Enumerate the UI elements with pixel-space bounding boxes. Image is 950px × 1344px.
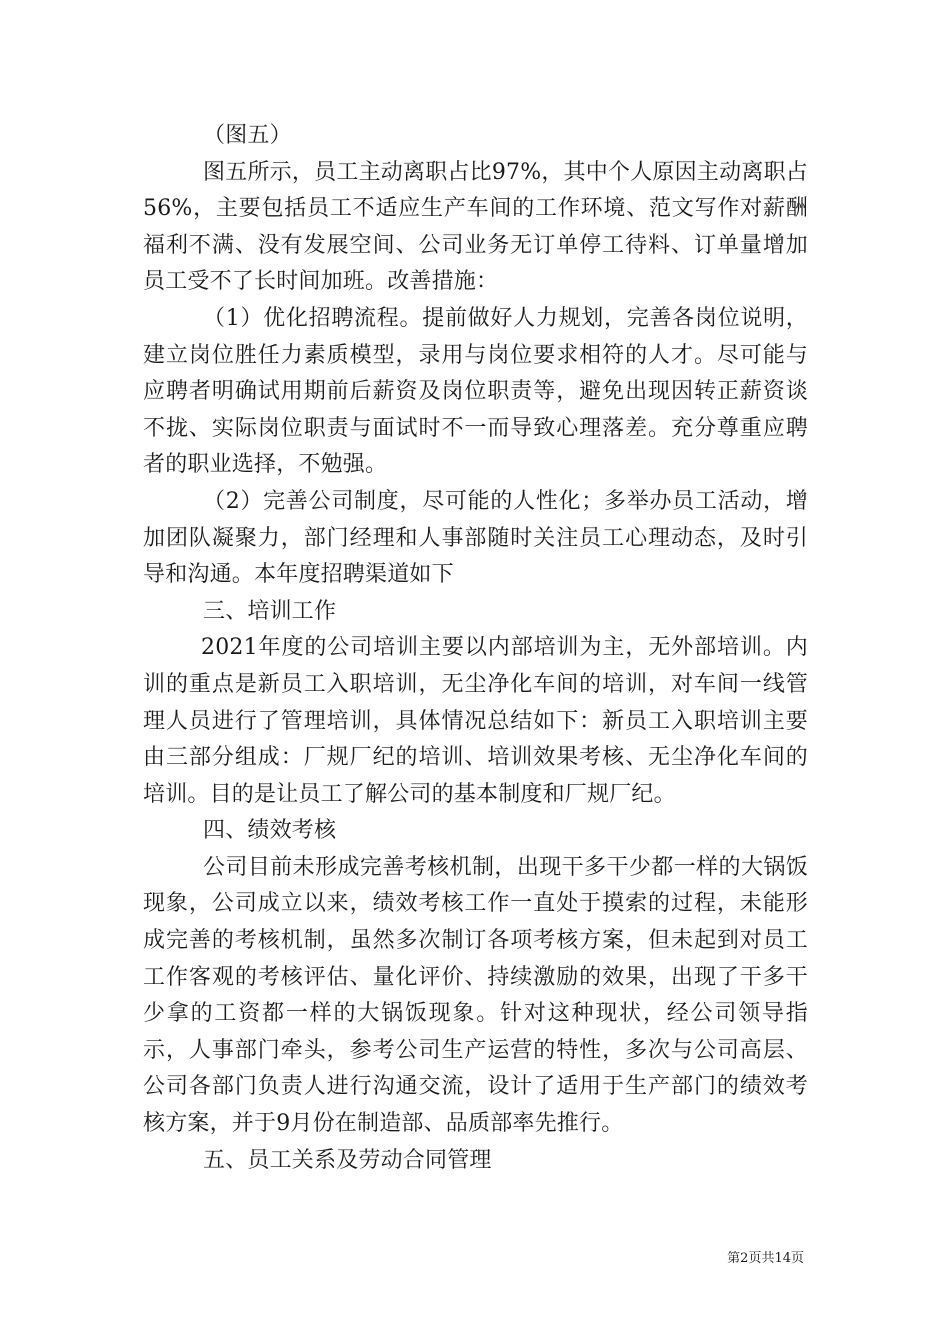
paragraph-training: 2021年度的公司培训主要以内部培训为主，无外部培训。内训的重点是新员工入职培训，无尘净化车间的培训，对车间一线管理人员进行了管理培训，具体情况总结如下：新员工入职培训主要由三部分组成：厂规厂纪的培训、培训效果考核、无尘净化车间的培训。目的是让员工了解公司的基本制度和厂规厂纪。: [143, 635, 808, 807]
paragraph-measure-policy: （2）完善公司制度，尽可能的人性化；多举办员工活动，增加团队凝聚力，部门经理和人事部随时关注员工心理动态，及时引导和沟通。本年度招聘渠道如下: [143, 488, 808, 588]
page-number-footer: 第2页共14页: [727, 1251, 804, 1266]
figure-caption: （图五）: [203, 123, 292, 148]
section-heading-performance: 四、绩效考核: [203, 818, 337, 844]
paragraph-performance: 公司目前未形成完善考核机制，出现干多干少都一样的大锅饭现象，公司成立以来，绩效考核工作一直处于摸索的过程，未能形成完善的考核机制，虽然多次制订各项考核方案，但未起到对员工工作客观的考核评估、量化评价、持续激励的效果，出现了干多干少拿的工资都一样的大锅饭现象。针对这种现状，经公司领导指示，人事部门牵头，参考公司生产运营的特性，多次与公司高层、公司各部门负责人进行沟通交流，设计了适用于生产部门的绩效考核方案，并于9月份在制造部、品质部率先推行。: [143, 854, 808, 1137]
section-heading-training: 三、培训工作: [203, 598, 337, 624]
document-body: [143, 118, 808, 1179]
paragraph-attrition-analysis: 图五所示，员工主动离职占比97%，其中个人原因主动离职占56%，主要包括员工不适应生产车间的工作环境、范文写作对薪酬福利不满、没有发展空间、公司业务无订单停工待料、订单量增加员工受不了长时间加班。改善措施：: [143, 159, 808, 295]
paragraph-measure-recruitment: （1）优化招聘流程。提前做好人力规划，完善各岗位说明，建立岗位胜任力素质模型，录用与岗位要求相符的人才。尽可能与应聘者明确试用期前后薪资及岗位职责等，避免出现因转正薪资谈不拢、实际岗位职责与面试时不一而导致心理落差。充分尊重应聘者的职业选择，不勉强。: [143, 305, 808, 478]
section-heading-employee-relations: 五、员工关系及劳动合同管理: [203, 1147, 492, 1173]
